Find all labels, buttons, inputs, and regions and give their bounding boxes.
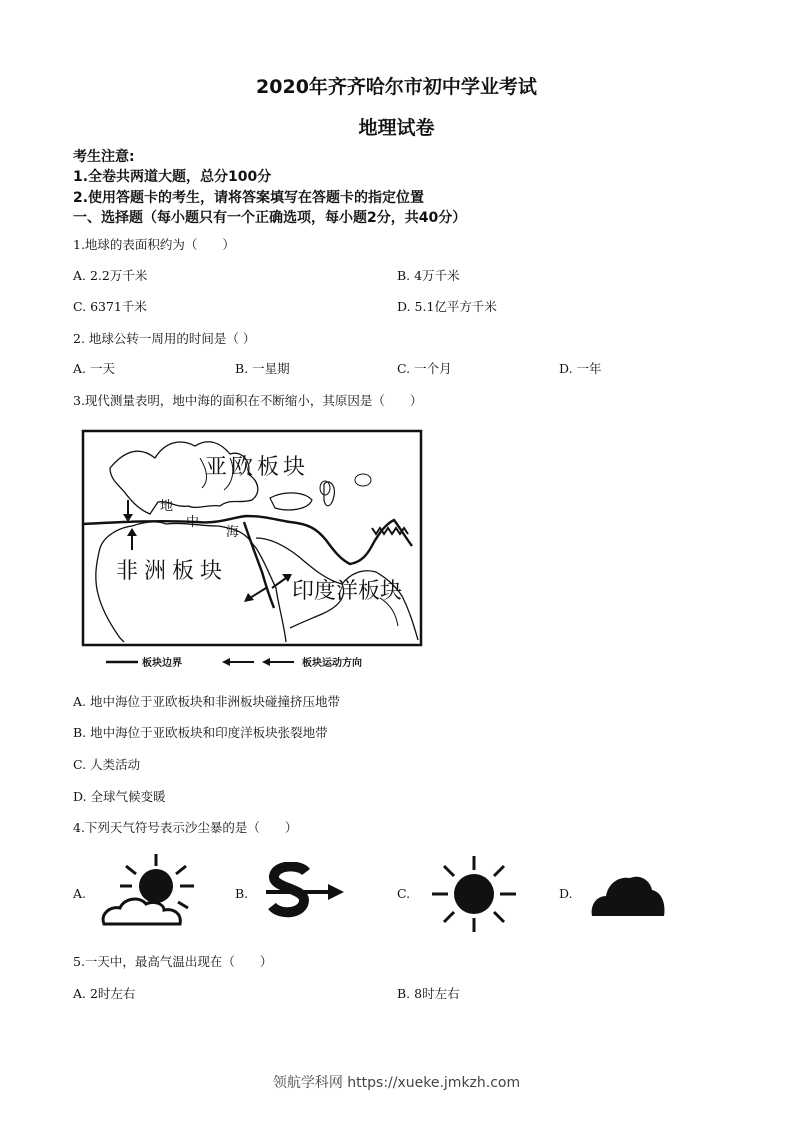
question-1-option-d: D. 5.1亿平方千米 (397, 299, 497, 314)
plate-map (80, 428, 425, 678)
question-1-option-c: C. 6371千米 (73, 299, 147, 314)
question-1-option-a: A. 2.2万千米 (73, 268, 148, 283)
question-4-option-c: C. (397, 886, 411, 901)
question-5-option-b: B. 8时左右 (397, 986, 460, 1001)
question-3-option-d: D. 全球气候变暖 (73, 789, 166, 804)
question-4-option-b: B. (235, 886, 249, 901)
map-label-indian-plate: 印度洋板块 (292, 579, 403, 604)
page-subtitle: 地理试卷 (358, 117, 435, 139)
question-4-option-d: D. (559, 886, 573, 901)
map-label-hai: 海 (226, 525, 240, 540)
question-2-stem: 2. 地球公转一周用的时间是（ ） (73, 331, 256, 346)
overcast-icon (590, 868, 666, 918)
section-heading: 一、选择题（每小题只有一个正确选项，每小题2分，共40分） (73, 210, 467, 226)
question-3-stem: 3.现代测量表明，地中海的面积在不断缩小，其原因是（ ） (73, 393, 423, 408)
notice-heading: 考生注意: (73, 149, 135, 165)
question-2-option-b: B. 一星期 (235, 361, 290, 376)
question-3-option-c: C. 人类活动 (73, 757, 141, 772)
question-2-option-c: C. 一个月 (397, 361, 452, 376)
legend-boundary-label: 板块边界 (142, 658, 182, 669)
page-title: 2020年齐齐哈尔市初中学业考试 (256, 76, 537, 98)
sunny-icon (426, 854, 522, 934)
legend-motion-label: 板块运动方向 (302, 658, 362, 669)
sun-behind-cloud-icon (98, 852, 198, 932)
map-label-eurasian-plate: 亚欧板块 (205, 455, 310, 480)
question-1-stem: 1.地球的表面积约为（ ） (73, 237, 235, 252)
map-label-di: 地 (160, 499, 174, 514)
question-2-option-a: A. 一天 (73, 361, 115, 376)
question-3-option-a: A. 地中海位于亚欧板块和非洲板块碰撞挤压地带 (73, 694, 340, 709)
footer-watermark: 领航学科网 https://xueke.jmkzh.com (272, 1075, 521, 1091)
question-5-option-a: A. 2时左右 (73, 986, 136, 1001)
map-label-zhong: 中 (186, 515, 200, 530)
question-4-option-a: A. (73, 886, 87, 901)
question-5-stem: 5.一天中，最高气温出现在（ ） (73, 954, 273, 969)
question-3-option-b: B. 地中海位于亚欧板块和印度洋板块张裂地带 (73, 725, 328, 740)
map-label-african-plate: 非洲板块 (116, 559, 229, 584)
question-4-stem: 4.下列天气符号表示沙尘暴的是（ ） (73, 820, 298, 835)
notice-line-2: 2.使用答题卡的考生，请将答案填写在答题卡的指定位置 (73, 190, 425, 206)
question-2-option-d: D. 一年 (559, 361, 602, 376)
question-1-option-b: B. 4万千米 (397, 268, 460, 283)
sandstorm-icon (262, 862, 346, 922)
notice-line-1: 1.全卷共两道大题，总分100分 (73, 169, 272, 185)
